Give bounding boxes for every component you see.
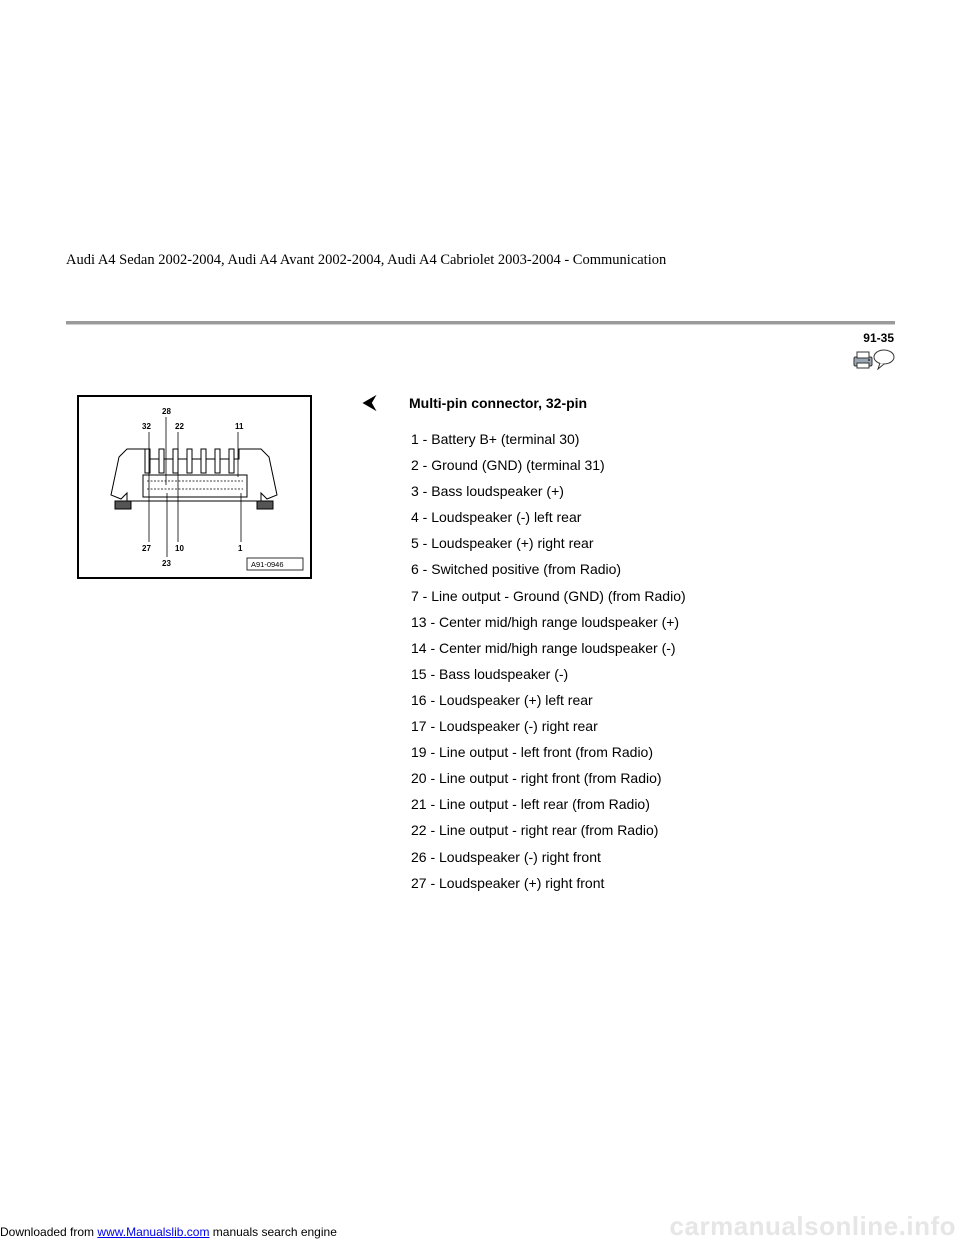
list-item: 26 - Loudspeaker (-) right front xyxy=(411,848,601,865)
list-item: 22 - Line output - right rear (from Radio) xyxy=(411,822,659,839)
list-item: 16 - Loudspeaker (+) left rear xyxy=(411,691,593,708)
footer-prefix: Downloaded from xyxy=(0,1225,95,1239)
list-item: 27 - Loudspeaker (+) right front xyxy=(411,874,605,891)
callout-28: 28 xyxy=(162,407,171,416)
page-tools[interactable] xyxy=(852,348,896,370)
connector-diagram xyxy=(77,395,312,579)
manualslib-link[interactable]: www.Manualslib.com xyxy=(97,1225,210,1239)
connector-body xyxy=(111,449,277,509)
back-arrow-icon: ⮜ xyxy=(363,392,376,412)
list-item: 13 - Center mid/high range loudspeaker (+) xyxy=(411,613,680,630)
callout-22: 22 xyxy=(175,422,184,431)
list-item: 1 - Battery B+ (terminal 30) xyxy=(411,431,580,447)
list-item: 20 - Line output - right front (from Radio) xyxy=(411,770,662,787)
document-title: Audi A4 Sedan 2002-2004, Audi A4 Avant 2002-2004, Audi A4 Cabriolet 2003-2004 - Communication xyxy=(66,252,667,268)
list-item: 14 - Center mid/high range loudspeaker (-) xyxy=(411,639,676,656)
callout-10: 10 xyxy=(175,544,184,553)
watermark: carmanualsonline.info xyxy=(669,1211,956,1241)
download-footer xyxy=(0,1225,337,1239)
callout-1: 1 xyxy=(238,544,243,553)
callout-32: 32 xyxy=(142,422,151,431)
pin-assignment-list xyxy=(411,430,686,900)
callout-27: 27 xyxy=(142,544,151,553)
list-item: 3 - Bass loudspeaker (+) xyxy=(411,483,564,500)
list-item: 5 - Loudspeaker (+) right rear xyxy=(411,535,594,552)
list-item: 19 - Line output - left front (from Radio) xyxy=(411,744,653,761)
list-item: 4 - Loudspeaker (-) left rear xyxy=(411,509,582,526)
list-item: 7 - Line output - Ground (GND) (from Radio) xyxy=(411,587,686,604)
printer-icon[interactable] xyxy=(854,352,872,368)
list-item: 21 - Line output - left rear (from Radio) xyxy=(411,796,650,813)
section-heading: Multi-pin connector, 32-pin xyxy=(409,395,588,411)
list-item: 17 - Loudspeaker (-) right rear xyxy=(411,718,598,735)
callout-23: 23 xyxy=(162,559,171,568)
footer-suffix: manuals search engine xyxy=(209,1225,337,1239)
header-divider xyxy=(66,321,895,325)
page-number: 91-35 xyxy=(863,331,894,345)
list-item: 15 - Bass loudspeaker (-) xyxy=(411,665,569,682)
list-item: 2 - Ground (GND) (terminal 31) xyxy=(411,457,605,474)
figure-label: A91-0946 xyxy=(251,560,284,569)
comment-bubble-icon[interactable] xyxy=(874,350,894,369)
callout-11: 11 xyxy=(235,422,244,431)
list-item: 6 - Switched positive (from Radio) xyxy=(411,561,622,578)
